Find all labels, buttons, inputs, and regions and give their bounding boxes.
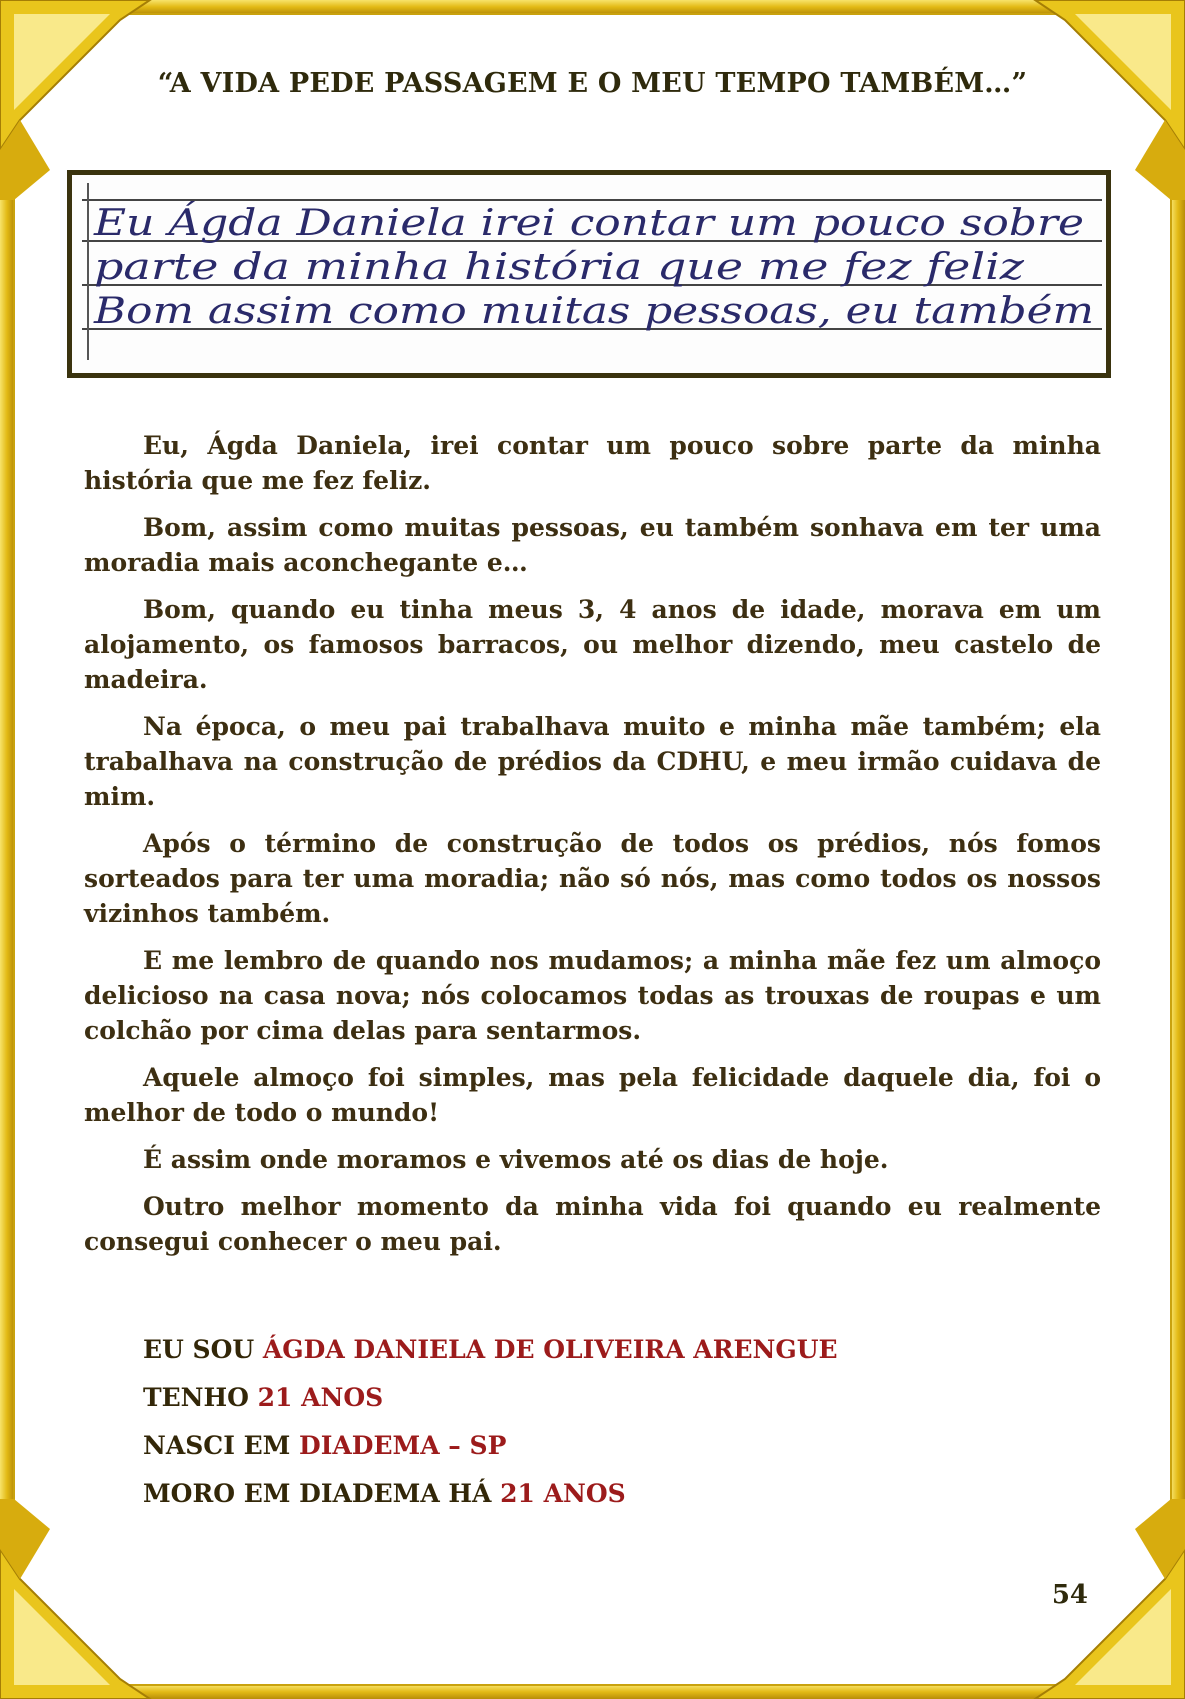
handwriting-line-3: Bom assim como muitas pessoas, eu também <box>92 291 1095 332</box>
bio-age-label: TENHO <box>143 1383 258 1412</box>
bio-name-value: ÁGDA DANIELA DE OLIVEIRA ARENGUE <box>262 1335 838 1364</box>
handwriting-line-1: Eu Ágda Daniela irei contar um pouco sobre <box>94 203 905 244</box>
story-text <box>84 428 1101 1271</box>
bio-name-label: EU SOU <box>143 1335 263 1364</box>
page-number: 54 <box>1051 1580 1088 1610</box>
paragraph: Eu, Ágda Daniela, irei contar um pouco sobre parte da minha história que me fez feliz. <box>84 431 1101 495</box>
bio-residence-label: MORO EM DIADEMA HÁ <box>143 1479 501 1508</box>
bio-age-line <box>143 1374 838 1422</box>
paragraph: Após o término de construção de todos os prédios, nós fomos sorteados para ter uma moradia; não só nós, mas como todos os nossos vizinhos também. <box>84 829 1101 928</box>
paragraph: É assim onde moramos e vivemos até os dias de hoje. <box>143 1145 889 1174</box>
paragraph: Outro melhor momento da minha vida foi quando eu realmente consegui conhecer o meu pai. <box>84 1192 1101 1256</box>
paragraph: E me lembro de quando nos mudamos; a minha mãe fez um almoço delicioso na casa nova; nós colocamos todas as trouxas de roupas e um colchão por cima delas para sentarmos. <box>84 946 1101 1045</box>
author-bio <box>143 1326 838 1518</box>
handwriting-image <box>72 175 1106 373</box>
bio-birth-value: DIADEMA – SP <box>299 1431 507 1460</box>
paragraph: Bom, quando eu tinha meus 3, 4 anos de idade, morava em um alojamento, os famosos barracos, ou melhor dizendo, meu castelo de madeira. <box>84 595 1101 694</box>
bio-birth-line <box>143 1422 838 1470</box>
paragraph: Aquele almoço foi simples, mas pela felicidade daquele dia, foi o melhor de todo o mundo! <box>84 1063 1101 1127</box>
bio-residence-value: 21 ANOS <box>500 1479 626 1508</box>
page-title: “A VIDA PEDE PASSAGEM E O MEU TEMPO TAMBÉM…” <box>157 68 1028 99</box>
bio-name-line <box>143 1326 838 1374</box>
paragraph: Bom, assim como muitas pessoas, eu também sonhava em ter uma moradia mais aconchegante e… <box>84 513 1101 577</box>
bio-residence-line <box>143 1470 838 1518</box>
handwriting-line-2: parte da minha história que me fez feliz <box>94 247 1026 288</box>
bio-age-value: 21 ANOS <box>257 1383 384 1412</box>
bio-birth-label: NASCI EM <box>143 1431 300 1460</box>
handwriting-sample <box>67 170 1111 378</box>
paragraph: Na época, o meu pai trabalhava muito e minha mãe também; ela trabalhava na construção de prédios da CDHU, e meu irmão cuidava de mim. <box>84 712 1101 811</box>
